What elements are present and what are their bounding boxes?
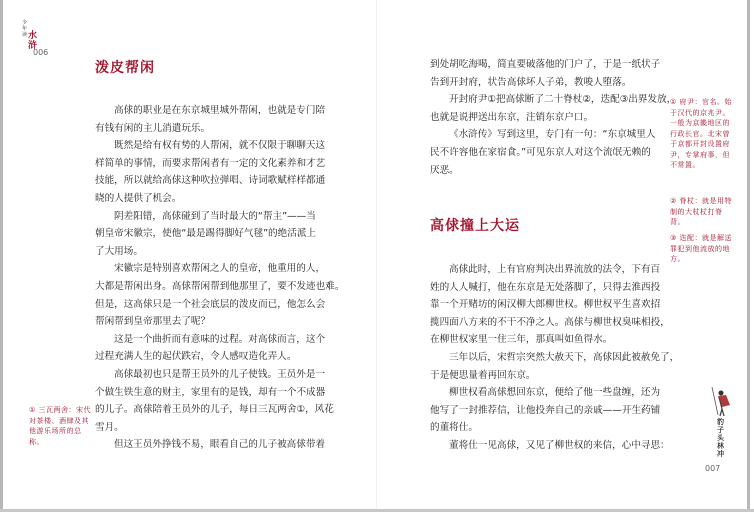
text-line: 样简单的事情，而要求帮闲者有一定的文化素养和才艺: [95, 157, 326, 169]
right-body-text-top: [430, 56, 676, 179]
text-line: 雪月。: [95, 421, 124, 433]
text-line: 高俅的职业是在东京城里城外帮闲，也就是专门陪: [114, 105, 326, 116]
footnote-fuyin: ① 府尹：官名。始于汉代的京兆尹。一般为京畿地区的行政长官。北宋曾于京都开封设置府尹，专掌府事，但不常置。: [670, 98, 733, 169]
left-body-text: [95, 102, 344, 454]
svg-text:少: 少: [22, 20, 28, 26]
footnote-jizhang: ② 脊杖：就是用特制的大杖杖打脊背。: [670, 197, 733, 226]
svg-text:年: 年: [22, 26, 28, 32]
text-line: 开封府尹①把高俅断了二十脊杖②，迭配③出界发放，: [449, 94, 677, 106]
text-line: 柳世权看高俅想回东京，便给了他一些盘缠，还为: [449, 387, 661, 399]
text-line: 在柳世权家里一住三年，那真叫如鱼得水。: [430, 334, 613, 346]
text-line: 告到开封府，状告高俅坏人子弟，教唆人堕落。: [430, 76, 632, 88]
text-line: 的儿子。高俅陪着王员外的儿子，每日三瓦两舍①，风花: [95, 404, 334, 416]
svg-text:读: 读: [22, 32, 28, 38]
text-line: 《水浒传》写到这里，专门有一句：“东京城里人: [449, 129, 656, 141]
page-edge-right: [747, 0, 750, 512]
text-line: 帮闲帮到皇帝那里去了呢？: [95, 316, 211, 328]
text-line: 三年以后，宋哲宗突然大赦天下，高俅因此被赦免了，: [449, 351, 680, 363]
text-line: 既然是给有权有势的人帮闲，就不仅限于聊聊天这: [114, 140, 326, 152]
text-line: 但这王员外挣钱不易，眼看自己的儿子被高俅带着: [114, 439, 326, 451]
book-gutter: [376, 0, 377, 509]
text-line: 的董将仕。: [430, 422, 478, 434]
footnote-diepei: ③ 迭配：就是解送罪犯到他流放的地方。: [670, 234, 733, 263]
text-line: 高俅最初也只是帮王员外的儿子使钱。王员外是一: [114, 368, 326, 380]
text-line: 阴差阳错，高俅碰到了当时最大的“帮主”——当: [114, 210, 316, 222]
text-line: 到处胡吃海喝，简直要破落他的门户了，于是一纸状子: [430, 59, 661, 70]
text-line: 靠一个开赌坊的闲汉柳大郎柳世权。柳世权平生喜欢招: [430, 299, 661, 311]
page-edge-left: [0, 0, 3, 512]
text-line: 于是便思量着再回东京。: [430, 369, 536, 381]
text-line: 厌恶。: [430, 164, 459, 176]
text-line: 朝皇帝宋徽宗，使他“最是踢得脚好气毬”的绝活派上: [95, 228, 317, 240]
right-body-text-bottom: [430, 261, 679, 455]
text-line: 大都是帮闲出身。高俅帮闲帮到他那里了，要不发迹也难。: [95, 280, 345, 292]
page-number-right: 007: [705, 464, 721, 473]
text-line: 姓的人人喊打，他在东京是无处落脚了，只得去淮西投: [430, 281, 661, 293]
text-line: 过程充满人生的起伏跌宕，令人感叹造化弄人。: [95, 351, 297, 363]
section-title-left: 泼皮帮闲: [95, 60, 155, 76]
text-line: 揽四面八方来的不干不净之人。高俅与柳世权臭味相投，: [430, 316, 670, 328]
page-number-left: 006: [33, 48, 49, 57]
section-title-right: 高俅撞上大运: [430, 218, 520, 234]
text-line: 董将仕一见高俅，又见了柳世权的来信，心中寻思：: [449, 439, 670, 451]
text-line: 但是，这高俅只是一个社会底层的泼皮而已，他怎么会: [95, 298, 326, 310]
footnote-sanwa: ① 三瓦两舍：宋代对茶楼、酒肆及其他游乐场所的总称。: [29, 406, 92, 446]
text-line: 他写了一封推荐信，让他投奔自己的亲戚——开生药铺: [430, 404, 661, 416]
text-line: 晓的人提供了机会。: [95, 192, 182, 204]
svg-text:水: 水: [28, 31, 38, 41]
chapter-vertical-title: 豹子头林冲: [717, 418, 724, 458]
text-line: 这是一个曲折而有意味的过程。对高俅而言，这个: [114, 333, 326, 345]
text-line: 技能，所以就给高俅这种吹拉弹唱、诗词歌赋样样都通: [95, 175, 326, 187]
text-line: 个做生铁生意的财主，家里有的是钱，却有一个不成器: [95, 386, 326, 398]
svg-text:浒: 浒: [28, 41, 38, 50]
text-line: 也就是说押送出东京，注销东京户口。: [430, 111, 594, 123]
text-line: 宋徽宗是特别喜欢帮闲之人的皇帝，他重用的人，: [114, 263, 326, 275]
series-logo: [20, 16, 42, 50]
text-line: 有钱有闲的主儿消遣玩乐。: [95, 122, 211, 134]
text-line: 了大用场。: [95, 245, 143, 257]
lin-chong-illustration-icon: [708, 385, 732, 417]
text-line: 民不许容他在家宿食。”可见东京人对这个流氓无赖的: [430, 146, 651, 158]
text-line: 高俅此时，上有官府判决出界流放的法令，下有百: [449, 264, 661, 275]
